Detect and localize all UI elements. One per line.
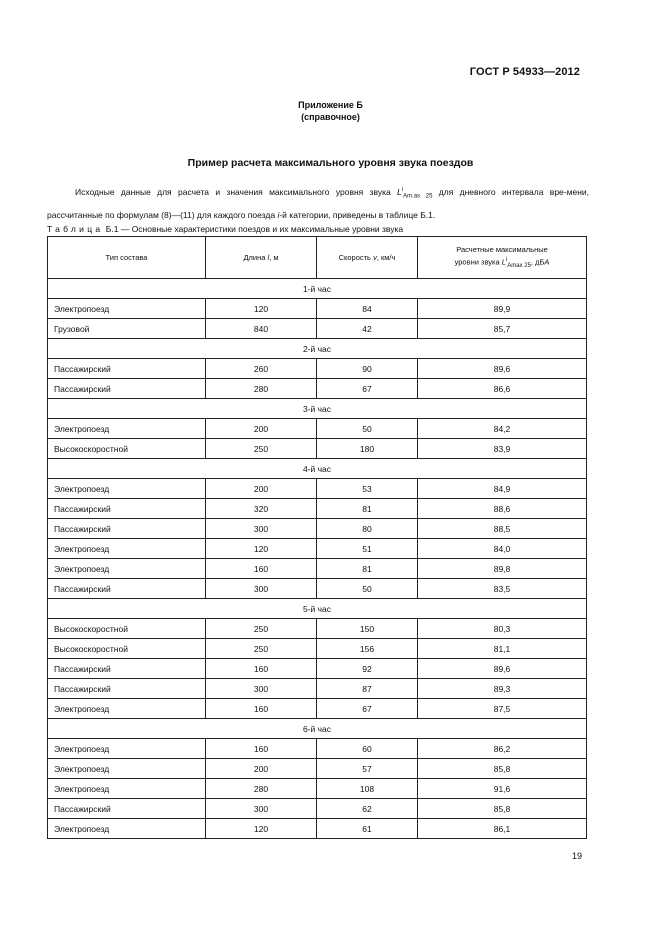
hour-label: 5-й час — [48, 599, 587, 619]
train-type-cell: Пассажирский — [48, 359, 206, 379]
train-type-cell: Высокоскоростной — [48, 639, 206, 659]
level-cell: 89,6 — [418, 659, 587, 679]
level-cell: 81,1 — [418, 639, 587, 659]
table-row — [48, 539, 587, 559]
train-type-cell: Электропоезд — [48, 479, 206, 499]
speed-cell: 61 — [317, 819, 418, 839]
train-type-cell: Грузовой — [48, 319, 206, 339]
speed-cell: 108 — [317, 779, 418, 799]
hour-group-row — [48, 279, 587, 299]
table-row — [48, 419, 587, 439]
hour-group-row — [48, 599, 587, 619]
length-cell: 260 — [206, 359, 317, 379]
speed-cell: 84 — [317, 299, 418, 319]
symbol-sup: i — [401, 187, 404, 193]
level-cell: 87,5 — [418, 699, 587, 719]
train-type-cell: Электропоезд — [48, 699, 206, 719]
length-cell: 120 — [206, 819, 317, 839]
length-cell: 200 — [206, 479, 317, 499]
train-type-cell: Пассажирский — [48, 679, 206, 699]
table-row — [48, 439, 587, 459]
length-cell: 160 — [206, 559, 317, 579]
table-row — [48, 759, 587, 779]
intro-text: -й категории, приведены в таблице Б.1. — [279, 209, 436, 220]
train-type-cell: Электропоезд — [48, 539, 206, 559]
table-row — [48, 319, 587, 339]
train-type-cell: Пассажирский — [48, 799, 206, 819]
table-row — [48, 739, 587, 759]
level-cell: 89,8 — [418, 559, 587, 579]
hour-label: 6-й час — [48, 719, 587, 739]
level-cell: 89,6 — [418, 359, 587, 379]
length-cell: 160 — [206, 739, 317, 759]
level-cell: 84,2 — [418, 419, 587, 439]
table-caption-word: Таблица — [47, 224, 104, 234]
length-cell: 250 — [206, 439, 317, 459]
table-caption-text: Б.1 — Основные характеристики поездов и их максимальные уровни звука — [103, 224, 404, 234]
train-type-cell: Высокоскоростной — [48, 619, 206, 639]
intro-paragraph — [47, 181, 589, 224]
level-cell: 86,1 — [418, 819, 587, 839]
speed-cell: 60 — [317, 739, 418, 759]
table-row — [48, 519, 587, 539]
train-type-cell: Электропоезд — [48, 299, 206, 319]
hour-group-row — [48, 339, 587, 359]
table-row — [48, 819, 587, 839]
table-caption — [47, 224, 403, 234]
length-cell: 120 — [206, 299, 317, 319]
speed-cell: 67 — [317, 699, 418, 719]
hour-group-row — [48, 459, 587, 479]
table-row — [48, 659, 587, 679]
hour-label: 3-й час — [48, 399, 587, 419]
table-row — [48, 639, 587, 659]
speed-cell: 80 — [317, 519, 418, 539]
table-row — [48, 559, 587, 579]
speed-cell: 42 — [317, 319, 418, 339]
train-type-cell: Пассажирский — [48, 519, 206, 539]
annex-subtitle: (справочное) — [301, 112, 360, 122]
table-header-row — [48, 237, 587, 279]
speed-cell: 81 — [317, 499, 418, 519]
table-body — [48, 279, 587, 839]
level-cell: 80,3 — [418, 619, 587, 639]
train-type-cell: Пассажирский — [48, 499, 206, 519]
header-max-level: Расчетные максимальные уровни звука $L^i_{Amax 25}$, дБА — [418, 237, 587, 279]
level-cell: 83,9 — [418, 439, 587, 459]
symbol-i: i — [277, 209, 280, 220]
train-type-cell: Электропоезд — [48, 739, 206, 759]
length-cell: 300 — [206, 799, 317, 819]
header-length: Длина l, м — [206, 237, 317, 279]
symbol-l: L — [397, 186, 402, 197]
table-row — [48, 359, 587, 379]
header-speed: Скорость v, км/ч — [317, 237, 418, 279]
level-cell: 86,6 — [418, 379, 587, 399]
hour-group-row — [48, 399, 587, 419]
table-row — [48, 479, 587, 499]
table-row — [48, 699, 587, 719]
speed-cell: 180 — [317, 439, 418, 459]
annex-title: Приложение Б — [298, 100, 363, 110]
train-characteristics-table — [47, 236, 587, 839]
train-type-cell: Электропоезд — [48, 779, 206, 799]
length-cell: 250 — [206, 639, 317, 659]
table-row — [48, 619, 587, 639]
intro-text: мени, рассчитанные по формулам (8)—(11) для каждого поезда — [47, 186, 589, 220]
train-type-cell: Высокоскоростной — [48, 439, 206, 459]
level-cell: 91,6 — [418, 779, 587, 799]
hour-label: 4-й час — [48, 459, 587, 479]
speed-cell: 92 — [317, 659, 418, 679]
hour-label: 2-й час — [48, 339, 587, 359]
speed-cell: 50 — [317, 579, 418, 599]
length-cell: 300 — [206, 579, 317, 599]
length-cell: 250 — [206, 619, 317, 639]
length-cell: 280 — [206, 379, 317, 399]
speed-cell: 156 — [317, 639, 418, 659]
symbol-sub: Am.as 25 — [403, 193, 433, 200]
level-cell: 84,9 — [418, 479, 587, 499]
speed-cell: 67 — [317, 379, 418, 399]
section-title: Пример расчета максимального уровня звука поездов — [187, 157, 474, 169]
length-cell: 160 — [206, 699, 317, 719]
length-cell: 320 — [206, 499, 317, 519]
train-type-cell: Электропоезд — [48, 819, 206, 839]
level-cell: 88,5 — [418, 519, 587, 539]
train-type-cell: Пассажирский — [48, 579, 206, 599]
speed-cell: 57 — [317, 759, 418, 779]
train-type-cell: Пассажирский — [48, 379, 206, 399]
level-cell: 89,3 — [418, 679, 587, 699]
length-cell: 840 — [206, 319, 317, 339]
level-cell: 88,6 — [418, 499, 587, 519]
speed-cell: 81 — [317, 559, 418, 579]
level-cell: 86,2 — [418, 739, 587, 759]
intro-text: Исходные данные для расчета и значения максимального уровня звука — [75, 186, 398, 197]
page-number: 19 — [571, 851, 582, 861]
intro-text: для дневного интервала вре- — [432, 186, 567, 197]
table-row — [48, 799, 587, 819]
length-cell: 300 — [206, 679, 317, 699]
level-cell: 85,7 — [418, 319, 587, 339]
speed-cell: 50 — [317, 419, 418, 439]
level-cell: 84,0 — [418, 539, 587, 559]
level-cell: 83,5 — [418, 579, 587, 599]
length-cell: 120 — [206, 539, 317, 559]
table-row — [48, 579, 587, 599]
header-train-type: Тип состава — [48, 237, 206, 279]
speed-cell: 150 — [317, 619, 418, 639]
train-type-cell: Электропоезд — [48, 559, 206, 579]
length-cell: 280 — [206, 779, 317, 799]
length-cell: 160 — [206, 659, 317, 679]
table-row — [48, 779, 587, 799]
speed-cell: 62 — [317, 799, 418, 819]
length-cell: 300 — [206, 519, 317, 539]
speed-cell: 53 — [317, 479, 418, 499]
level-cell: 85,8 — [418, 759, 587, 779]
length-cell: 200 — [206, 759, 317, 779]
train-type-cell: Электропоезд — [48, 419, 206, 439]
hour-group-row — [48, 719, 587, 739]
annex-heading — [0, 99, 661, 123]
table-row — [48, 379, 587, 399]
table-row — [48, 299, 587, 319]
level-cell: 89,9 — [418, 299, 587, 319]
table-row — [48, 499, 587, 519]
hour-label: 1-й час — [48, 279, 587, 299]
table-row — [48, 679, 587, 699]
length-cell: 200 — [206, 419, 317, 439]
train-type-cell: Электропоезд — [48, 759, 206, 779]
level-cell: 85,8 — [418, 799, 587, 819]
speed-cell: 51 — [317, 539, 418, 559]
standard-designation: ГОСТ Р 54933—2012 — [469, 66, 580, 78]
speed-cell: 90 — [317, 359, 418, 379]
speed-cell: 87 — [317, 679, 418, 699]
train-type-cell: Пассажирский — [48, 659, 206, 679]
